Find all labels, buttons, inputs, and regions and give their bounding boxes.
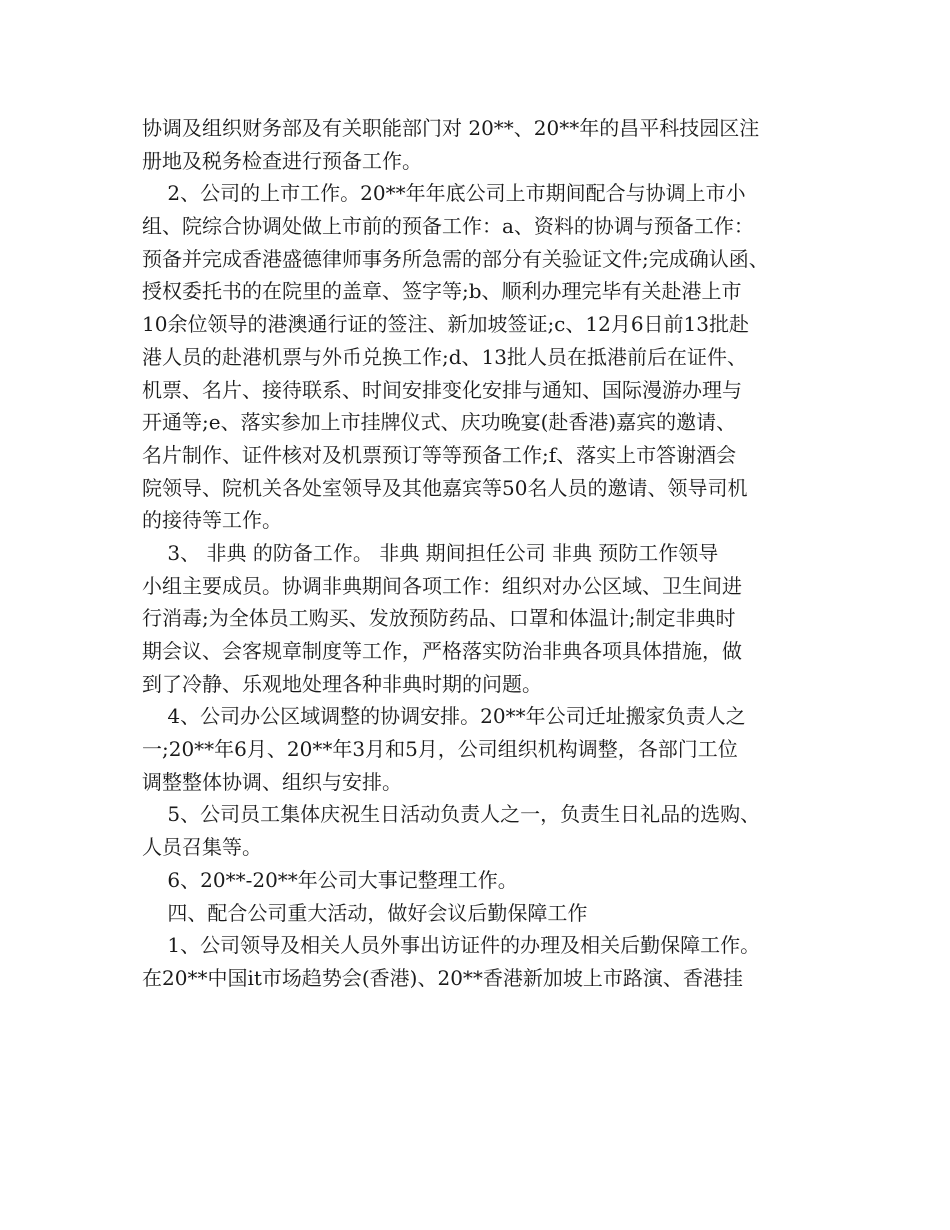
text-line: 协调及组织财务部及有关职能部门对 20**、20**年的昌平科技园区注: [142, 116, 760, 140]
text-line: 册地及税务检查进行预备工作。: [142, 148, 422, 173]
text-line: 10余位领导的港澳通行证的签注、新加坡签证;c、12月6日前13批赴: [142, 312, 750, 337]
text-line: 期会议、会客规章制度等工作，严格落实防治非典各项具体措施，做: [142, 639, 742, 663]
text-line: 开通等;e、落实参加上市挂牌仪式、庆功晚宴(赴香港)嘉宾的邀请、: [142, 410, 737, 435]
text-line: 一;20**年6月、20**年3月和5月，公司组织机构调整，各部门工位: [142, 737, 738, 762]
text-line: 2、公司的上市工作。20**年年底公司上市期间配合与协调上市小: [142, 181, 746, 206]
text-line: 预备并完成香港盛德律师事务所急需的部分有关验证文件;完成确认函、: [142, 246, 769, 271]
text-line: 名片制作、证件核对及机票预订等等预备工作;f、落实上市答谢酒会: [142, 442, 737, 467]
text-line: 到了冷静、乐观地处理各种非典时期的问题。: [142, 671, 542, 696]
text-line: 6、20**-20**年公司大事记整理工作。: [142, 867, 518, 892]
text-line: 5、公司员工集体庆祝生日活动负责人之一，负责生日礼品的选购、: [142, 802, 761, 827]
text-line: 1、公司领导及相关人员外事出访证件的办理及相关后勤保障工作。: [142, 933, 761, 958]
text-line: 3、 非典 的防备工作。 非典 期间担任公司 非典 预防工作领导: [142, 540, 719, 565]
text-line: 人员召集等。: [142, 835, 262, 860]
text-line: 在20**中国it市场趋势会(香港)、20**香港新加坡上市路演、香港挂: [142, 965, 743, 990]
text-line: 调整整体协调、组织与安排。: [142, 769, 402, 794]
text-line: 四、配合公司重大活动，做好会议后勤保障工作: [142, 900, 588, 925]
text-line: 港人员的赴港机票与外币兑换工作;d、13批人员在抵港前后在证件、: [142, 344, 747, 369]
text-line: 小组主要成员。协调非典期间各项工作：组织对办公区域、卫生间进: [142, 573, 742, 598]
text-line: 组、院综合协调处做上市前的预备工作：a、资料的协调与预备工作：: [142, 214, 754, 239]
text-line: 院领导、院机关各处室领导及其他嘉宾等50名人员的邀请、领导司机: [142, 475, 748, 500]
document-body: [142, 112, 822, 995]
text-line: 机票、名片、接待联系、时间安排变化安排与通知、国际漫游办理与: [142, 377, 742, 402]
text-line: 授权委托书的在院里的盖章、签字等;b、顺利办理完毕有关赴港上市: [142, 279, 742, 304]
text-line: 4、公司办公区域调整的协调安排。20**年公司迁址搬家负责人之: [142, 704, 746, 729]
text-line: 行消毒;为全体员工购买、发放预防药品、口罩和体温计;制定非典时: [142, 606, 736, 631]
text-line: 的接待等工作。: [142, 508, 282, 533]
